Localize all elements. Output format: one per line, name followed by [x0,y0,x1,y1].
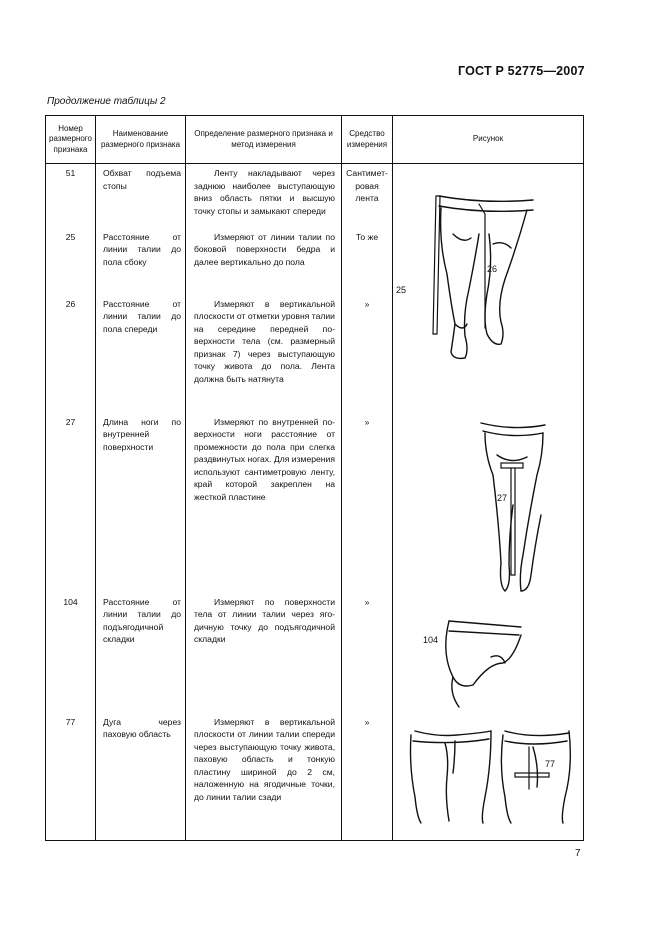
row-tool: » [342,593,393,713]
table-row [46,713,584,841]
table-row [46,164,584,228]
row-number: 51 [46,164,96,228]
row-tool: Сантиметровая лента [342,164,393,228]
row-tool: » [342,413,393,593]
figure-label-27: 27 [497,492,508,503]
row-definition: Измеряют от линии талии по боковой поверхности бедра и далее вертикально до пола [186,228,342,295]
row-number: 25 [46,228,96,295]
table-row [46,413,584,593]
row-tool: » [342,295,393,413]
row-name: Дуга через паховую область [96,713,186,841]
column-header-name: Наименование размерного признака [96,116,186,164]
row-number: 27 [46,413,96,593]
row-name: Расстояние от линии талии до подъягодичной складки [96,593,186,713]
figure-buttock [393,593,583,713]
figure-label-25: 25 [396,285,407,295]
row-name: Расстояние от линии талии до пола спереди [96,295,186,413]
figure-legs-side-front [393,174,583,394]
document-standard-code: ГОСТ Р 52775—2007 [458,64,585,78]
row-number: 77 [46,713,96,841]
measurement-table [45,115,584,841]
row-name: Длина ноги по внутренней поверхности [96,413,186,593]
table-row [46,593,584,713]
figure-groin-arc [393,717,583,827]
figure-cell-legs-side-front [393,164,584,413]
figure-cell-buttock [393,593,584,713]
figure-cell-inner-leg [393,413,584,593]
figure-label-77: 77 [545,758,556,769]
figure-cell-groin-arc [393,713,584,841]
figure-label-104: 104 [423,634,439,645]
row-number: 104 [46,593,96,713]
row-name: Обхват подъема стопы [96,164,186,228]
row-name: Расстояние от линии талии до пола сбоку [96,228,186,295]
table-header-row [46,116,584,164]
row-definition: Измеряют по поверхности тела от линии талии через ягодичную точку до подъягодичной складки [186,593,342,713]
figure-inner-leg [393,415,583,595]
row-definition: Ленту накладывают через заднюю наиболее выступающую вниз область пятки и высшую точку стопы и замыкают спереди [186,164,342,228]
page-number: 7 [575,848,581,859]
table-continuation-caption: Продолжение таблицы 2 [47,96,166,107]
figure-label-26: 26 [487,264,498,274]
column-header-figure: Рисунок [393,116,584,164]
row-definition: Измеряют в вертикальной плоскости от линии талии спереди через выступающую точку живота, паховую область и тонкую пластину шириной до 2 см, наложенную на ягодичные точки, до линии талии сзади [186,713,342,841]
row-tool: » [342,713,393,841]
row-tool: То же [342,228,393,295]
row-definition: Измеряют в вертикальной плоскости от отметки уровня талии на середине передней поверхности тела (см. размерный признак 7) через выступающую точку живота до пола. Лента должна быть натянута [186,295,342,413]
column-header-tool: Средство измерения [342,116,393,164]
row-number: 26 [46,295,96,413]
column-header-number: Номер размерного признака [46,116,96,164]
row-definition: Измеряют по внутренней поверхности ноги расстояние от промежности до пола при слегка раздвинутых ногах. Для измерения используют сантиметровую ленту, край которой закреплен на жесткой пластине [186,413,342,593]
column-header-definition: Определение размерного признака и метод измерения [186,116,342,164]
